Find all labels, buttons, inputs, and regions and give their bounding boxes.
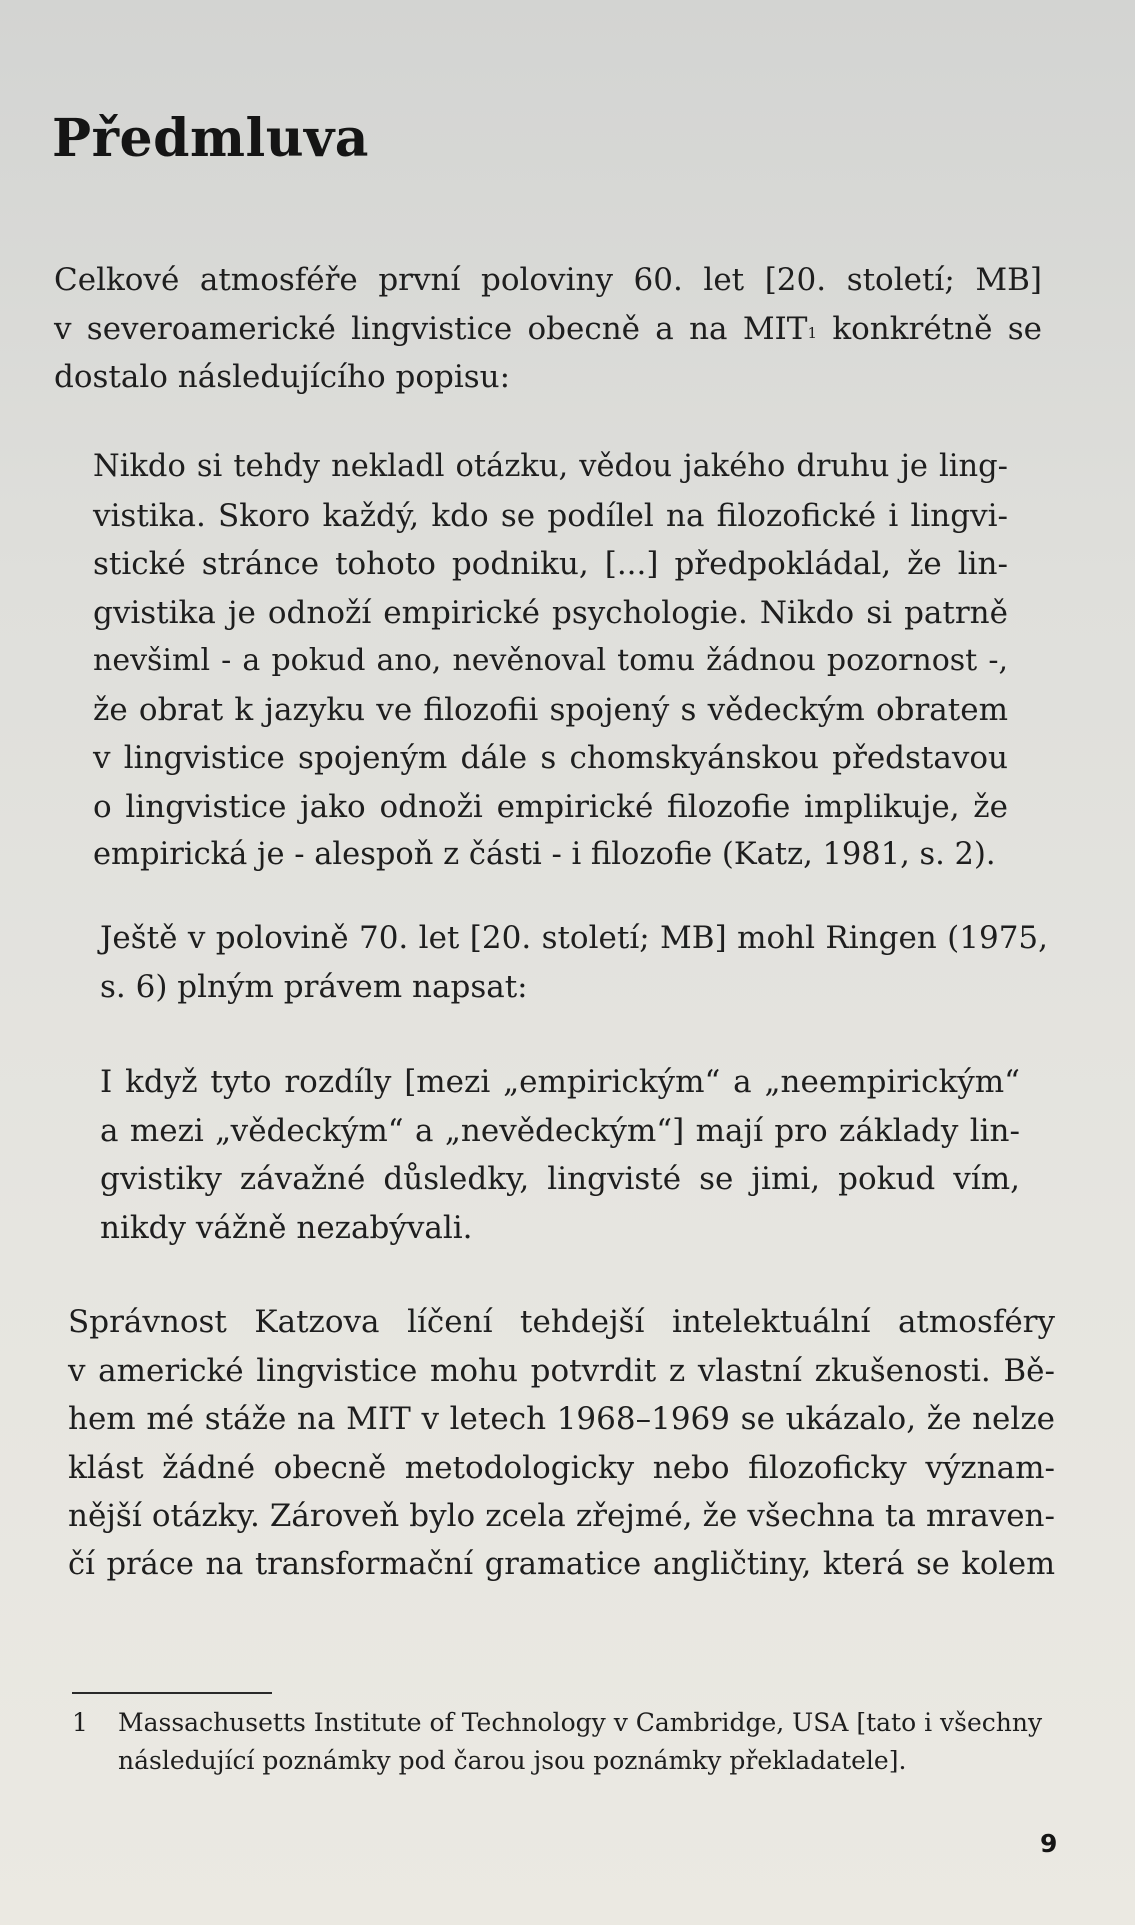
text-line: Správnost Katzova líčení tehdejší intelektuální atmosféry (68, 1304, 1055, 1340)
text-line: klást žádné obecně metodologicky nebo filozoficky význam- (68, 1449, 1055, 1486)
text-line: Celkové atmosféře první poloviny 60. let [20. století; MB] (54, 262, 1042, 298)
text-line: dostalo následujícího popisu: (54, 359, 511, 395)
footnote-line: následující poznámky pod čarou jsou poznámky překladatele]. (118, 1746, 907, 1775)
block-quote-katz (93, 443, 1008, 880)
quote-line: stické stránce tohoto podniku, [...] předpokládal, že lin- (93, 546, 1008, 582)
quote-line: v lingvistice spojeným dále s chomskyánskou představou (93, 740, 1008, 776)
footnote-number: 1 (72, 1708, 88, 1737)
page-number: 9 (1040, 1829, 1058, 1858)
quote-line: Nikdo si tehdy nekladl otázku, vědou jakého druhu je ling- (93, 449, 1008, 484)
text-line: s. 6) plným právem napsat: (100, 968, 528, 1005)
paragraph-experience (68, 1298, 1055, 1589)
text-segment: konkrétně se (817, 310, 1042, 347)
text-line: nější otázky. Zároveň bylo zcela zřejmé, že všechna ta mraven- (68, 1498, 1055, 1534)
block-quote-ringen (100, 1058, 1020, 1252)
paragraph-intro (54, 256, 1042, 402)
text-line: čí práce na transformační gramatice angličtiny, která se kolem (68, 1546, 1055, 1582)
footnote-divider (72, 1692, 272, 1694)
quote-line: a mezi „vědeckým“ a „nevědeckým“] mají pro základy lin- (100, 1112, 1020, 1149)
quote-line: že obrat k jazyku ve filozofii spojený s vědeckým obratem (93, 691, 1008, 728)
text-segment: v severoamerické lingvistice obecně a na MIT (54, 310, 808, 347)
quote-line: I když tyto rozdíly [mezi „empirickým“ a „neempirickým“ (100, 1064, 1020, 1100)
chapter-title: Předmluva (52, 108, 369, 169)
text-line: hem mé stáže na MIT v letech 1968–1969 se ukázalo, že nelze (68, 1401, 1055, 1437)
text-line-with-footnote (54, 305, 1042, 354)
quote-line: nevšiml - a pokud ano, nevěnoval tomu žádnou pozornost -, (93, 643, 1008, 678)
quote-line: empirická je - alespoň z části - i filozofie (Katz, 1981, s. 2). (93, 837, 996, 872)
text-line: v americké lingvistice mohu potvrdit z vlastní zkušenosti. Bě- (68, 1352, 1055, 1389)
quote-line: nikdy vážně nezabývali. (100, 1209, 473, 1246)
quote-line: gvistika je odnoží empirické psychologie. Nikdo si patrně (93, 594, 1008, 631)
quote-line: o lingvistice jako odnoži empirické filozofie implikuje, že (93, 788, 1008, 825)
quote-line: gvistiky závažné důsledky, lingvisté se jimi, pokud vím, (100, 1161, 1020, 1197)
footnote-line: Massachusetts Institute of Technology v Cambridge, USA [tato i všechny (118, 1708, 1043, 1737)
paragraph-ringen (100, 914, 1048, 1011)
footnote-reference[interactable]: 1 (807, 323, 818, 342)
footnote-text (118, 1704, 1058, 1780)
text-line: Ještě v polovině 70. let [20. století; MB] mohl Ringen (1975, (100, 920, 1048, 956)
quote-line: vistika. Skoro každý, kdo se podílel na filozofické i lingvi- (93, 497, 1008, 534)
